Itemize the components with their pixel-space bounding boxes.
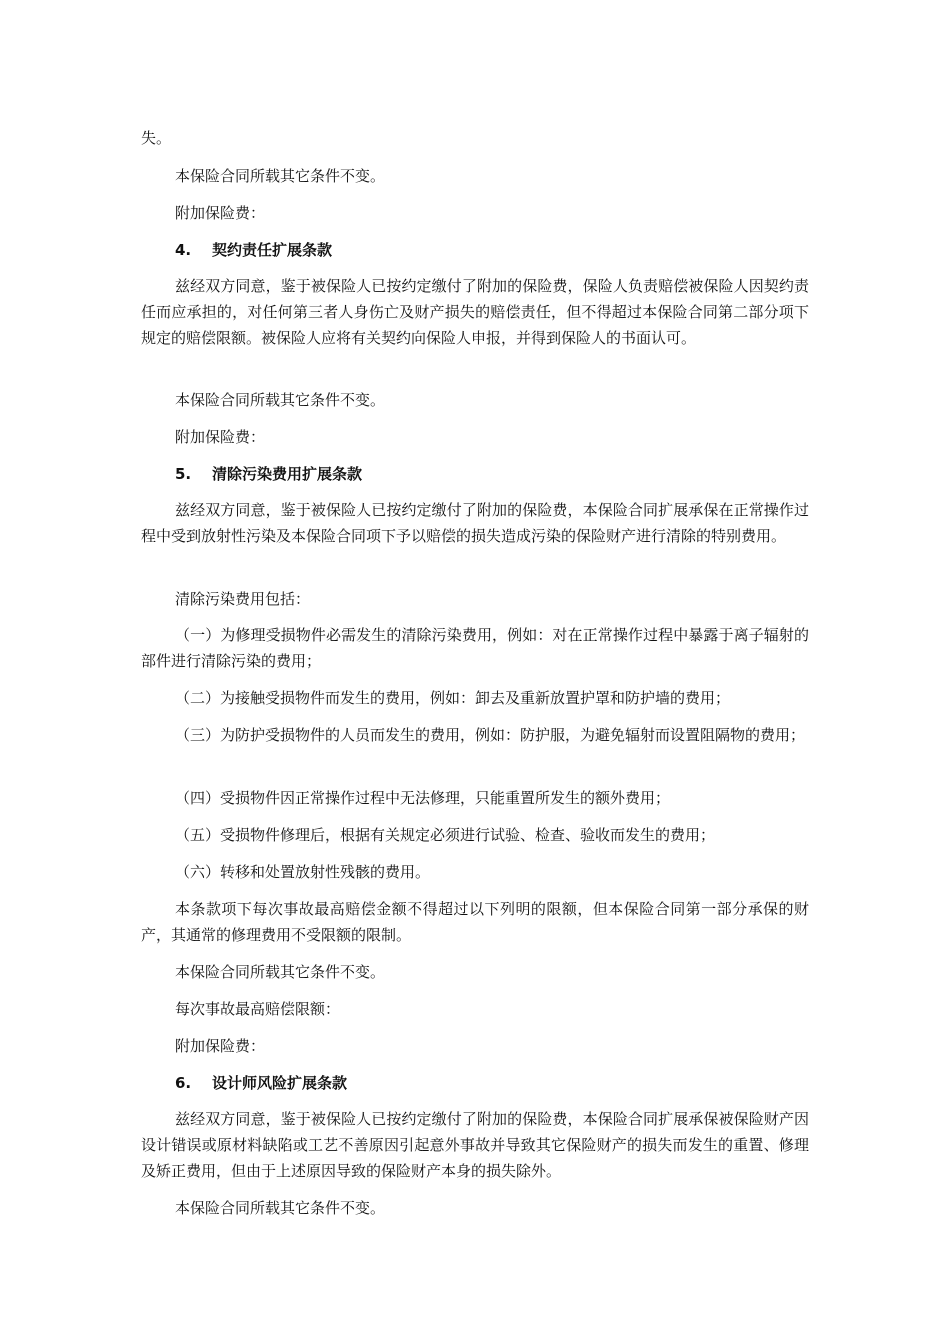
- list-item-3: （三）为防护受损物件的人员而发生的费用，例如：防护服，为避免辐射而设置阻隔物的费用；: [175, 726, 806, 744]
- list-item-5: （五）受损物件修理后，根据有关规定必须进行试验、检查、验收而发生的费用；: [175, 826, 716, 844]
- section-heading-4: [175, 237, 332, 263]
- paragraph-max-compensation: 每次事故最高赔偿限额：: [175, 1000, 341, 1018]
- section-title: 清除污染费用扩展条款: [212, 465, 363, 483]
- section-heading-5: [175, 461, 362, 487]
- section-heading-6: [175, 1070, 347, 1096]
- section-number: 4.: [175, 241, 192, 259]
- paragraph-premium-2: 附加保险费：: [175, 428, 266, 446]
- paragraph-decontamination: 兹经双方同意，鉴于被保险人已按约定缴付了附加的保险费，本保险合同扩展承保在正常操作过程中受到放射性污染及本保险合同项下予以赔偿的损失造成污染的保险财产进行清除的特别费用。: [141, 501, 809, 545]
- paragraph-premium-1: 附加保险费：: [175, 204, 266, 222]
- paragraph-decontamination-includes: 清除污染费用包括：: [175, 590, 311, 608]
- list-item-2: （二）为接触受损物件而发生的费用，例如：卸去及重新放置护罩和防护墙的费用；: [175, 689, 731, 707]
- paragraph-contract-liability: 兹经双方同意，鉴于被保险人已按约定缴付了附加的保险费，保险人负责赔偿被保险人因契约责任而应承担的，对任何第三者人身伤亡及财产损失的赔偿责任，但不得超过本保险合同第二部分项下规定的赔偿限额。被保险人应将有关契约向保险人申报，并得到保险人的书面认可。: [141, 277, 809, 347]
- paragraph-limit: 本条款项下每次事故最高赔偿金额不得超过以下列明的限额，但本保险合同第一部分承保的财产，其通常的修理费用不受限额的限制。: [141, 900, 809, 944]
- section-number: 6.: [175, 1074, 192, 1092]
- paragraph-premium-3: 附加保险费：: [175, 1037, 266, 1055]
- paragraph-unchanged-4: 本保险合同所载其它条件不变。: [175, 1199, 386, 1217]
- section-title: 契约责任扩展条款: [212, 241, 333, 259]
- paragraph-unchanged-1: 本保险合同所载其它条件不变。: [175, 167, 386, 185]
- list-item-4: （四）受损物件因正常操作过程中无法修理，只能重置所发生的额外费用；: [175, 789, 671, 807]
- paragraph-unchanged-3: 本保险合同所载其它条件不变。: [175, 963, 386, 981]
- paragraph-continuation: 失。: [141, 129, 172, 147]
- paragraph-unchanged-2: 本保险合同所载其它条件不变。: [175, 391, 386, 409]
- section-number: 5.: [175, 465, 192, 483]
- section-title: 设计师风险扩展条款: [212, 1074, 348, 1092]
- list-item-1: （一）为修理受损物件必需发生的清除污染费用，例如：对在正常操作过程中暴露于离子辐射的部件进行清除污染的费用；: [141, 626, 809, 670]
- list-item-6: （六）转移和处置放射性残骸的费用。: [175, 863, 431, 881]
- paragraph-designer-risk: 兹经双方同意，鉴于被保险人已按约定缴付了附加的保险费，本保险合同扩展承保被保险财产因设计错误或原材料缺陷或工艺不善原因引起意外事故并导致其它保险财产的损失而发生的重置、修理及矫正费用，但由于上述原因导致的保险财产本身的损失除外。: [141, 1110, 809, 1180]
